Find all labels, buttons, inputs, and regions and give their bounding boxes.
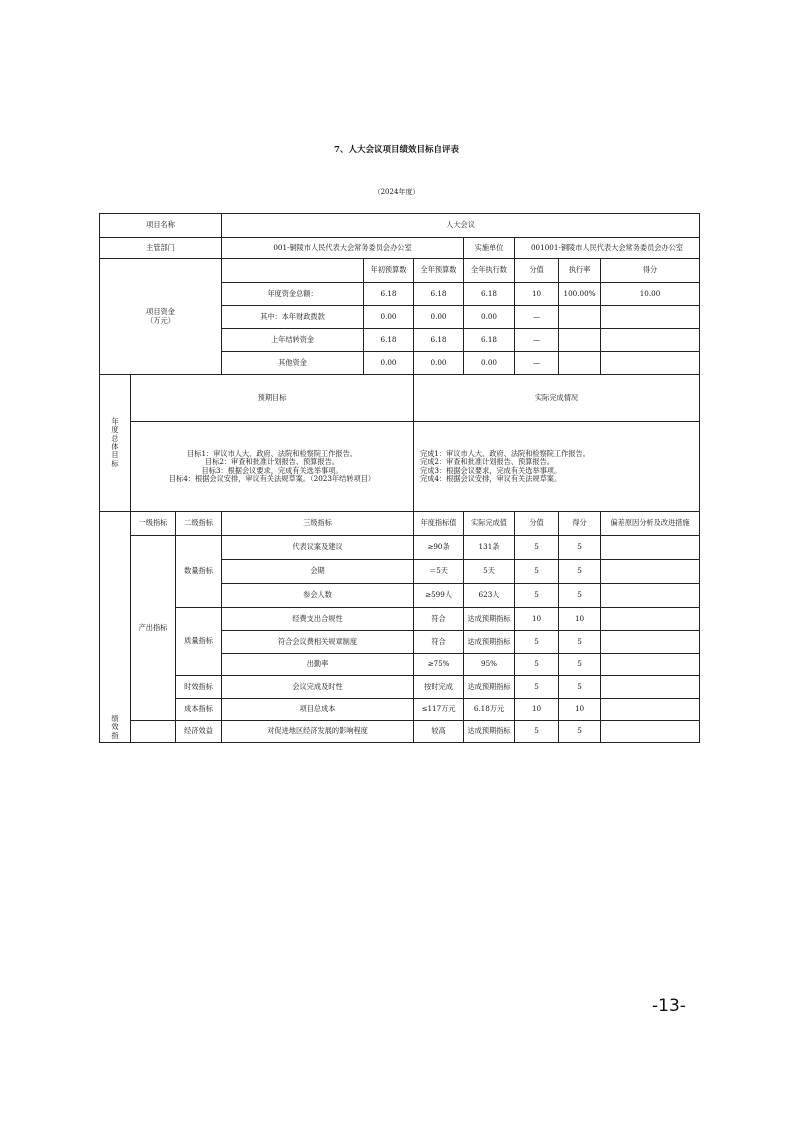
indicator-name: 会期 bbox=[222, 560, 414, 584]
expected-goals-header: 预期目标 bbox=[131, 375, 414, 422]
funds-score-value: — bbox=[515, 352, 559, 375]
header-score-value: 分值 bbox=[515, 512, 559, 536]
indicator-score: 5 bbox=[559, 631, 601, 654]
goals-label-char: 度 bbox=[111, 425, 119, 435]
indicators-label-char: 绩 bbox=[111, 714, 119, 724]
goals-label-char: 年 bbox=[111, 417, 119, 427]
goal-item: 目标4：根据会议安排，审议有关法规草案。（2023年结转项目） bbox=[168, 473, 376, 483]
indicator-row bbox=[100, 699, 700, 721]
indicator-actual: 623人 bbox=[464, 584, 515, 608]
goals-section-label bbox=[100, 375, 131, 512]
cost-indicators-label: 成本指标 bbox=[176, 699, 222, 721]
indicator-target: ≥75% bbox=[414, 654, 464, 676]
indicator-target: 较高 bbox=[414, 721, 464, 743]
indicator-name: 会议完成及时性 bbox=[222, 676, 414, 699]
funds-executed: 0.00 bbox=[464, 306, 515, 329]
indicator-actual: 5天 bbox=[464, 560, 515, 584]
indicator-target: 符合 bbox=[414, 608, 464, 631]
funds-score bbox=[601, 352, 700, 375]
indicator-actual: 达成预期指标 bbox=[464, 608, 515, 631]
header-actual: 实际完成值 bbox=[464, 512, 515, 536]
funds-header-rate: 执行率 bbox=[559, 259, 601, 283]
funds-score-value: 10 bbox=[515, 283, 559, 306]
goal-item: 目标1：审议市人大、政府、法院和检察院工作报告。 bbox=[187, 448, 357, 458]
indicator-remark bbox=[601, 699, 700, 721]
funds-row-label: 其他资金 bbox=[222, 352, 364, 375]
funds-annual: 0.00 bbox=[414, 352, 464, 375]
goals-label-char: 体 bbox=[111, 442, 119, 451]
indicator-target: ≥599人 bbox=[414, 584, 464, 608]
goals-label-char: 目 bbox=[111, 450, 119, 460]
funds-row-label: 其中：本年财政拨款 bbox=[222, 306, 364, 329]
indicator-actual: 达成预期指标 bbox=[464, 676, 515, 699]
indicator-remark bbox=[601, 676, 700, 699]
doc-year: （2024年度） bbox=[373, 188, 420, 196]
funds-score: 10.00 bbox=[601, 283, 700, 306]
page-number: -13- bbox=[652, 996, 686, 1016]
dept-label: 主管部门 bbox=[100, 238, 222, 259]
indicator-score: 10 bbox=[559, 608, 601, 631]
funds-label: 项目资金 bbox=[146, 307, 175, 317]
indicator-remark bbox=[601, 608, 700, 631]
goal-completion: 完成1：审议市人大、政府、法院和检察院工作报告。 bbox=[420, 448, 590, 458]
indicator-score: 5 bbox=[559, 721, 601, 743]
indicator-score-value: 5 bbox=[515, 676, 559, 699]
funds-header-score: 得分 bbox=[601, 259, 700, 283]
indicator-name: 经费支出合规性 bbox=[222, 608, 414, 631]
indicator-score-value: 10 bbox=[515, 699, 559, 721]
indicator-score-value: 5 bbox=[515, 721, 559, 743]
goal-completion: 完成3：根据会议要求，完成有关选举事项。 bbox=[420, 465, 562, 475]
indicator-actual: 达成预期指标 bbox=[464, 721, 515, 743]
actual-goals-header: 实际完成情况 bbox=[414, 375, 700, 422]
performance-table bbox=[99, 213, 700, 743]
funds-annual: 0.00 bbox=[414, 306, 464, 329]
funds-rate bbox=[559, 352, 601, 375]
doc-title: 7、人大会议项目绩效目标自评表 bbox=[334, 145, 459, 155]
indicator-row bbox=[100, 608, 700, 631]
goal-completion: 完成2：审查和批准计划报告、预算报告。 bbox=[420, 457, 554, 467]
indicators-label-char: 指 bbox=[111, 730, 119, 740]
funds-row-label: 上年结转资金 bbox=[222, 329, 364, 352]
goals-label-char: 标 bbox=[111, 458, 119, 468]
indicator-score: 5 bbox=[559, 654, 601, 676]
header-level1: 一级指标 bbox=[131, 512, 176, 536]
indicator-name: 符合会议费相关规章制度 bbox=[222, 631, 414, 654]
indicator-score: 10 bbox=[559, 699, 601, 721]
indicator-target: ≥90条 bbox=[414, 536, 464, 560]
funds-score-value: — bbox=[515, 329, 559, 352]
funds-annual: 6.18 bbox=[414, 329, 464, 352]
funds-score bbox=[601, 329, 700, 352]
impl-label: 实施单位 bbox=[464, 238, 515, 259]
indicator-score-value: 5 bbox=[515, 536, 559, 560]
project-name-label: 项目名称 bbox=[100, 214, 222, 238]
indicator-score: 5 bbox=[559, 560, 601, 584]
funds-header-initial: 年初预算数 bbox=[364, 259, 414, 283]
goal-completion: 完成4：根据会议安排，审议有关法规草案。 bbox=[420, 473, 562, 483]
indicator-target: 按时完成 bbox=[414, 676, 464, 699]
quantity-indicators-label: 数量指标 bbox=[176, 536, 222, 608]
header-target: 年度指标值 bbox=[414, 512, 464, 536]
indicator-remark bbox=[601, 631, 700, 654]
funds-header-annual: 全年预算数 bbox=[414, 259, 464, 283]
indicator-remark bbox=[601, 654, 700, 676]
indicator-score: 5 bbox=[559, 676, 601, 699]
indicator-score: 5 bbox=[559, 584, 601, 608]
funds-initial: 6.18 bbox=[364, 283, 414, 306]
funds-rate: 100.00% bbox=[559, 283, 601, 306]
goal-item: 目标3：根据会议要求，完成有关选举事项。 bbox=[201, 465, 343, 475]
indicators-section-label bbox=[100, 512, 131, 743]
funds-rate bbox=[559, 329, 601, 352]
funds-header-executed: 全年执行数 bbox=[464, 259, 515, 283]
header-score: 得分 bbox=[559, 512, 601, 536]
effect-indicators-label bbox=[131, 721, 176, 743]
output-indicators-label: 产出指标 bbox=[131, 536, 176, 721]
economic-indicators-label: 经济效益 bbox=[176, 721, 222, 743]
goal-item: 目标2：审查和批准计划报告、预算报告。 bbox=[205, 457, 339, 467]
indicator-name: 代表议案及建议 bbox=[222, 536, 414, 560]
indicator-score-value: 10 bbox=[515, 608, 559, 631]
actual-goals bbox=[414, 422, 700, 512]
project-name-value: 人大会议 bbox=[222, 214, 700, 238]
indicator-name: 参会人数 bbox=[222, 584, 414, 608]
header-level2: 二级指标 bbox=[176, 512, 222, 536]
funds-initial: 0.00 bbox=[364, 306, 414, 329]
indicator-name: 出勤率 bbox=[222, 654, 414, 676]
funds-section-label bbox=[100, 259, 222, 375]
indicator-actual: 6.18万元 bbox=[464, 699, 515, 721]
quality-indicators-label: 质量指标 bbox=[176, 608, 222, 676]
indicator-name: 对促进地区经济发展的影响程度 bbox=[222, 721, 414, 743]
indicator-actual: 95% bbox=[464, 654, 515, 676]
indicator-remark bbox=[601, 584, 700, 608]
indicator-score-value: 5 bbox=[515, 631, 559, 654]
indicator-name: 项目总成本 bbox=[222, 699, 414, 721]
indicators-label-char: 效 bbox=[111, 722, 119, 732]
funds-header-blank bbox=[222, 259, 364, 283]
impl-value: 001001-铜陵市人民代表大会常务委员会办公室 bbox=[515, 238, 700, 259]
indicator-actual: 达成预期指标 bbox=[464, 631, 515, 654]
indicator-score-value: 5 bbox=[515, 654, 559, 676]
indicator-row bbox=[100, 721, 700, 743]
funds-score bbox=[601, 306, 700, 329]
indicator-remark bbox=[601, 560, 700, 584]
funds-executed: 6.18 bbox=[464, 329, 515, 352]
indicator-target: ≤117万元 bbox=[414, 699, 464, 721]
dept-value: 001-铜陵市人民代表大会常务委员会办公室 bbox=[222, 238, 464, 259]
funds-executed: 0.00 bbox=[464, 352, 515, 375]
indicator-row bbox=[100, 536, 700, 560]
indicator-row bbox=[100, 676, 700, 699]
funds-row-label: 年度资金总额： bbox=[222, 283, 364, 306]
funds-initial: 6.18 bbox=[364, 329, 414, 352]
indicator-remark bbox=[601, 536, 700, 560]
indicator-score-value: 5 bbox=[515, 560, 559, 584]
indicator-target: ＝5天 bbox=[414, 560, 464, 584]
header-remark: 偏差原因分析及改进措施 bbox=[601, 512, 700, 536]
expected-goals bbox=[131, 422, 414, 512]
timeliness-indicators-label: 时效指标 bbox=[176, 676, 222, 699]
funds-unit: （万元） bbox=[146, 315, 175, 325]
indicator-target: 符合 bbox=[414, 631, 464, 654]
funds-initial: 0.00 bbox=[364, 352, 414, 375]
funds-annual: 6.18 bbox=[414, 283, 464, 306]
funds-executed: 6.18 bbox=[464, 283, 515, 306]
indicator-score: 5 bbox=[559, 536, 601, 560]
funds-header-score-value: 分值 bbox=[515, 259, 559, 283]
indicator-score-value: 5 bbox=[515, 584, 559, 608]
indicator-remark bbox=[601, 721, 700, 743]
indicator-actual: 131条 bbox=[464, 536, 515, 560]
goals-label-char: 总 bbox=[111, 433, 119, 443]
funds-score-value: — bbox=[515, 306, 559, 329]
funds-rate bbox=[559, 306, 601, 329]
header-level3: 三级指标 bbox=[222, 512, 414, 536]
